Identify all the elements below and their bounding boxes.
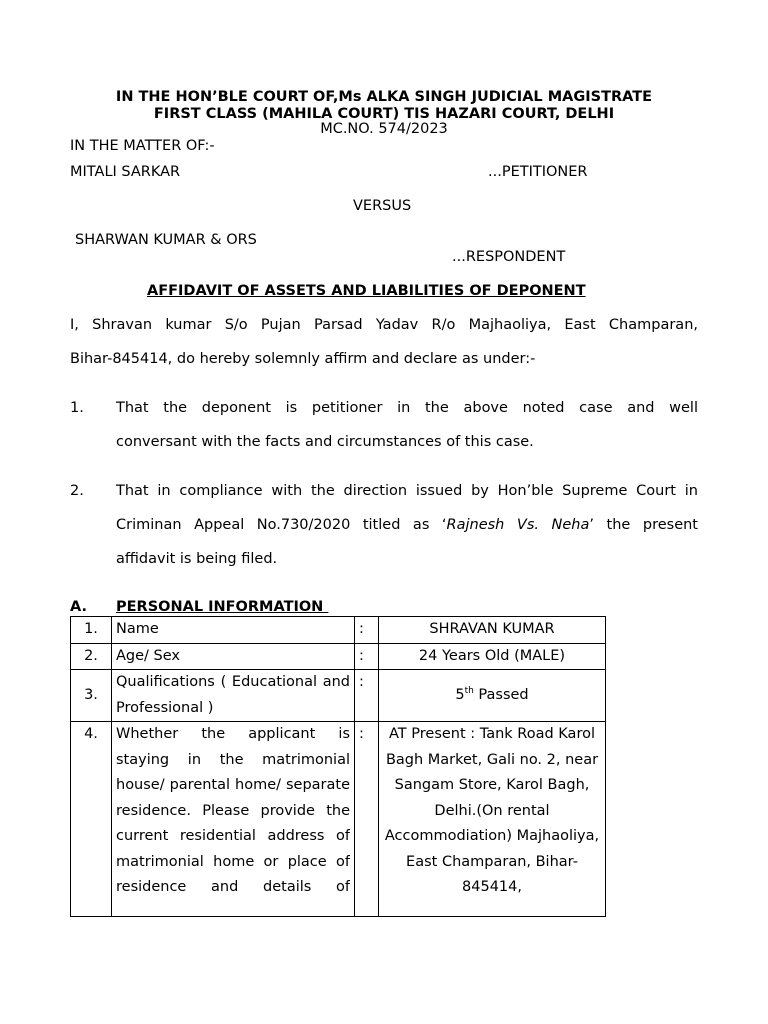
row-number: 3. [71, 670, 112, 722]
row-number: 2. [71, 643, 112, 670]
paragraph-2-line-2 [116, 517, 698, 533]
case-title-italic: Rajnesh Vs. Neha [446, 517, 590, 533]
row-value: 24 Years Old (MALE) [379, 643, 606, 670]
row-label: Name [112, 617, 355, 644]
section-a-title: PERSONAL INFORMATION [116, 599, 329, 615]
value-superscript: th [464, 685, 474, 696]
paragraph-2-line-2-after: ’ the present [589, 517, 698, 533]
paragraph-1-line-2: conversant with the facts and circumstances of this case. [116, 434, 534, 450]
paragraph-2-number: 2. [70, 483, 84, 499]
row-label-cell [112, 722, 355, 917]
row-value [379, 670, 606, 722]
table-row [71, 617, 606, 644]
case-number: MC.NO. 574/2023 [320, 121, 448, 137]
row-value-cell [379, 722, 606, 917]
table-row [71, 643, 606, 670]
paragraph-2-line-1: That in compliance with the direction issued by Hon’ble Supreme Court in [116, 483, 698, 499]
matter-label: IN THE MATTER OF:- [70, 138, 215, 154]
row-label: Age/ Sex [112, 643, 355, 670]
court-heading-line-1: IN THE HON’BLE COURT OF,Ms ALKA SINGH JUDICIAL MAGISTRATE [115, 89, 653, 105]
row-value: SHRAVAN KUMAR [379, 617, 606, 644]
versus-label: VERSUS [353, 198, 412, 214]
respondent-role: ...RESPONDENT [452, 249, 566, 265]
table-row [71, 722, 606, 917]
row-number: 4. [71, 722, 112, 917]
paragraph-2-line-2-before: Criminan Appeal No.730/2020 titled as ‘ [116, 517, 447, 533]
value-rest: Passed [473, 686, 529, 703]
court-heading-line-2: FIRST CLASS (MAHILA COURT) TIS HAZARI COURT, DELHI [153, 106, 615, 122]
row-label: Qualifications ( Educational and Professional ) [112, 670, 355, 722]
petitioner-role: ...PETITIONER [488, 164, 588, 180]
intro-line-1: I, Shravan kumar S/o Pujan Parsad Yadav R/o Majhaoliya, East Champaran, [70, 317, 698, 333]
row-separator: : [355, 643, 379, 670]
respondent-name: SHARWAN KUMAR & ORS [75, 232, 257, 248]
section-a-letter: A. [70, 599, 87, 615]
row-separator: : [355, 722, 379, 917]
paragraph-1-number: 1. [70, 400, 84, 416]
paragraph-1-line-1: That the deponent is petitioner in the above noted case and well [116, 400, 698, 416]
row-label: Whether the applicant is staying in the matrimonial house/ parental home/ separate residence. Please provide the current residential address of matrimonial home or place of residence and details of [116, 726, 350, 895]
document-title: AFFIDAVIT OF ASSETS AND LIABILITIES OF DEPONENT [147, 283, 586, 299]
personal-information-table [70, 616, 606, 917]
row-number: 1. [71, 617, 112, 644]
row-value: AT Present : Tank Road Karol Bagh Market, Gali no. 2, near Sangam Store, Karol Bagh, Delhi.(On rental Accommodiation) Majhaoliya, East Champaran, Bihar-845414, [384, 726, 600, 895]
petitioner-name: MITALI SARKAR [70, 164, 181, 180]
table-row [71, 670, 606, 722]
row-separator: : [355, 617, 379, 644]
value-base: 5 [455, 686, 465, 703]
intro-line-2: Bihar-845414, do hereby solemnly affirm and declare as under:- [70, 351, 536, 367]
paragraph-2-line-3: affidavit is being filed. [116, 551, 278, 567]
row-separator: : [355, 670, 379, 722]
